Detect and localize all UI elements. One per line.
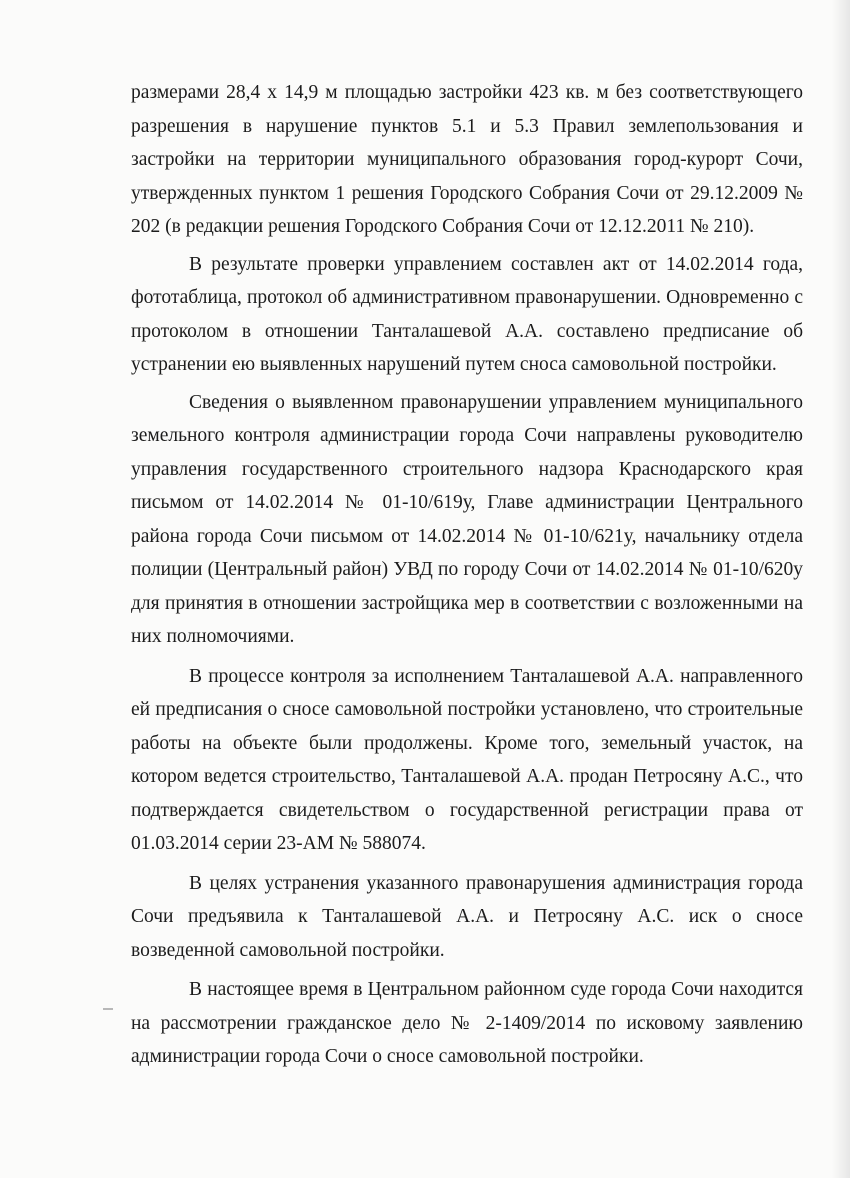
paragraph-1: размерами 28,4 х 14,9 м площадью застройки 423 кв. м без соответствующего разрешения в нарушение пунктов 5.1 и 5.3 Правил землепользования и застройки на территории муниципального образования город-курорт Сочи, утвержденных пунктом 1 решения Городского Собрания Сочи от 29.12.2009 № 202 (в редакции решения Городского Собрания Сочи от 12.12.2011 № 210).: [131, 82, 803, 237]
document-body: [131, 76, 803, 1074]
paragraph-6: В настоящее время в Центральном районном суде города Сочи находится на рассмотрении гражданское дело № 2-1409/2014 по исковому заявлению администрации города Сочи о сносе самовольной постройки.: [131, 979, 803, 1067]
page-edge-shadow: [832, 0, 850, 1178]
scan-mark: [103, 1008, 113, 1010]
paragraph-2: В результате проверки управлением составлен акт от 14.02.2014 года, фототаблица, протокол об административном правонарушении. Одновременно с протоколом в отношении Танталашевой А.А. составлено предписание об устранении ею выявленных нарушений путем сноса самовольной постройки.: [131, 253, 803, 375]
paragraph-3: Сведения о выявленном правонарушении управлением муниципального земельного контроля администрации города Сочи направлены руководителю управления государственного строительного надзора Краснодарского края письмом от 14.02.2014 № 01-10/619у, Главе администрации Центрального района города Сочи письмом от 14.02.2014 № 01-10/621у, начальнику отдела полиции (Центральный район) УВД по городу Сочи от 14.02.2014 № 01-10/620у для принятия в отношении застройщика мер в соответствии с возложенными на них полномочиями.: [131, 391, 803, 647]
paragraph-4: В процессе контроля за исполнением Танталашевой А.А. направленного ей предписания о сносе самовольной постройки установлено, что строительные работы на объекте были продолжены. Кроме того, земельный участок, на котором ведется строительство, Танталашевой А.А. продан Петросяну А.С., что подтверждается свидетельством о государственной регистрации права от 01.03.2014 серии 23-АМ № 588074.: [131, 665, 803, 854]
paragraph-5: В целях устранения указанного правонарушения администрация города Сочи предъявила к Танталашевой А.А. и Петросяну А.С. иск о сносе возведенной самовольной постройки.: [131, 872, 803, 961]
